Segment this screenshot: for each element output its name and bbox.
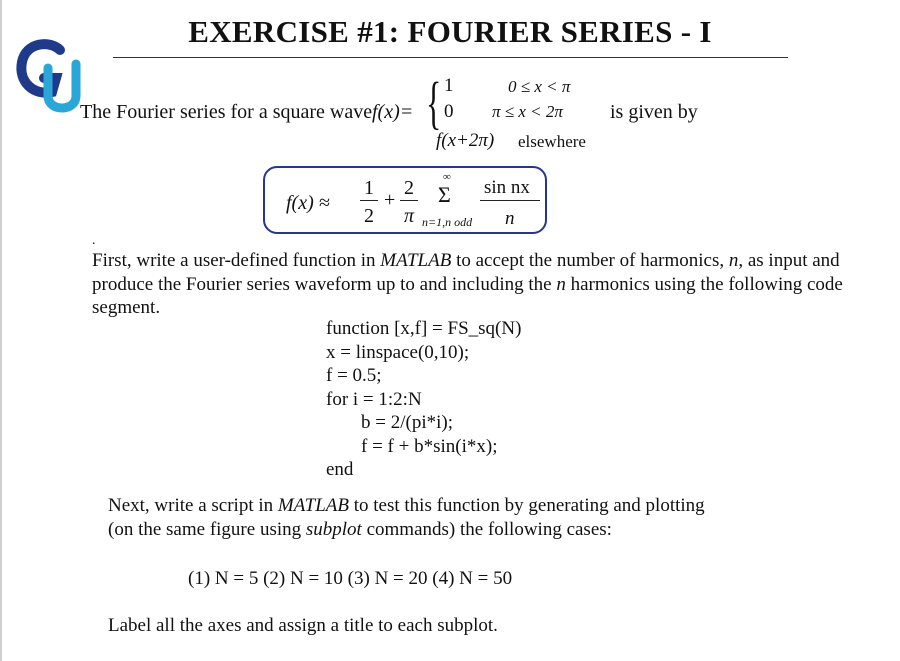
formula-lhs: f(x) ≈ xyxy=(286,192,330,214)
case-condition-1: 0 ≤ x < π xyxy=(508,77,571,96)
given-by-text: is given by xyxy=(610,101,698,123)
next-text-4: commands) the following cases: xyxy=(366,518,612,540)
formula-coef-numerator: 2 xyxy=(404,177,414,199)
code-line: f = 0.5; xyxy=(326,365,382,386)
instr-emph-n1: n xyxy=(728,250,739,271)
page-title: EXERCISE #1: FOURIER SERIES - I xyxy=(188,14,712,49)
instr-emph-n2: n xyxy=(556,273,566,295)
university-logo xyxy=(14,38,86,116)
case-value-3: f(x+2π) xyxy=(436,130,495,151)
code-segment xyxy=(326,317,521,482)
code-line: end xyxy=(326,459,354,480)
next-emph-subplot: subplot xyxy=(305,518,362,540)
case-condition-3: elsewhere xyxy=(518,132,586,151)
logo-letter-g xyxy=(21,44,60,93)
case-condition-2: π ≤ x < 2π xyxy=(492,102,563,121)
formula-term-denominator: n xyxy=(505,208,515,229)
code-line: function [x,f] = FS_sq(N) xyxy=(326,318,522,339)
instructions-paragraph xyxy=(92,249,852,320)
next-text-3: (on the same figure using xyxy=(108,518,302,540)
instr-text-4: harmonics using the following code segment. xyxy=(92,273,843,318)
formula-plus: + xyxy=(384,189,396,211)
next-text-1: Next, write a script in xyxy=(108,495,274,516)
label-instruction: Label all the axes and assign a title to each subplot. xyxy=(108,615,498,636)
cases-brace: { xyxy=(426,70,442,135)
code-line: f = f + b*sin(i*x); xyxy=(361,435,498,457)
page-left-border xyxy=(0,0,2,661)
formula-half-bar xyxy=(360,200,378,201)
case-value-2: 0 xyxy=(444,101,454,122)
formula-term-numerator: sin nx xyxy=(484,177,530,198)
intro-text: The Fourier series for a square wave xyxy=(80,101,373,123)
case-value-1: 1 xyxy=(444,75,454,96)
formula-term-bar xyxy=(480,200,540,201)
formula-half-denominator: 2 xyxy=(364,205,374,227)
bullet-dot: . xyxy=(92,233,96,248)
code-line: x = linspace(0,10); xyxy=(326,341,470,363)
next-paragraph xyxy=(108,494,848,541)
next-emph-matlab: MATLAB xyxy=(277,495,349,516)
formula-sigma: Σ xyxy=(438,182,451,207)
formula-sum-lower: n=1,n odd xyxy=(422,215,473,229)
title-underline xyxy=(113,57,788,58)
next-text-2: to test this function by generating and plotting xyxy=(353,495,705,516)
logo-letter-u xyxy=(48,64,76,108)
instr-text-3: , as input and produce the Fourier series waveform up to and including the xyxy=(92,250,840,295)
formula-half-numerator: 1 xyxy=(364,177,374,199)
test-cases: (1) N = 5 (2) N = 10 (3) N = 20 (4) N = 50 xyxy=(188,568,513,589)
instr-text-1: First, write a user-defined function in xyxy=(92,250,376,271)
code-line: for i = 1:2:N xyxy=(326,388,422,410)
formula-coef-bar xyxy=(400,200,418,201)
formula-sum-upper: ∞ xyxy=(443,171,451,183)
function-label: f(x)= xyxy=(372,101,414,123)
instr-text-2: to accept the number of harmonics, xyxy=(456,250,725,271)
instr-emph-matlab: MATLAB xyxy=(380,250,452,271)
formula-coef-denominator: π xyxy=(404,205,415,227)
code-line: b = 2/(pi*i); xyxy=(361,412,453,433)
